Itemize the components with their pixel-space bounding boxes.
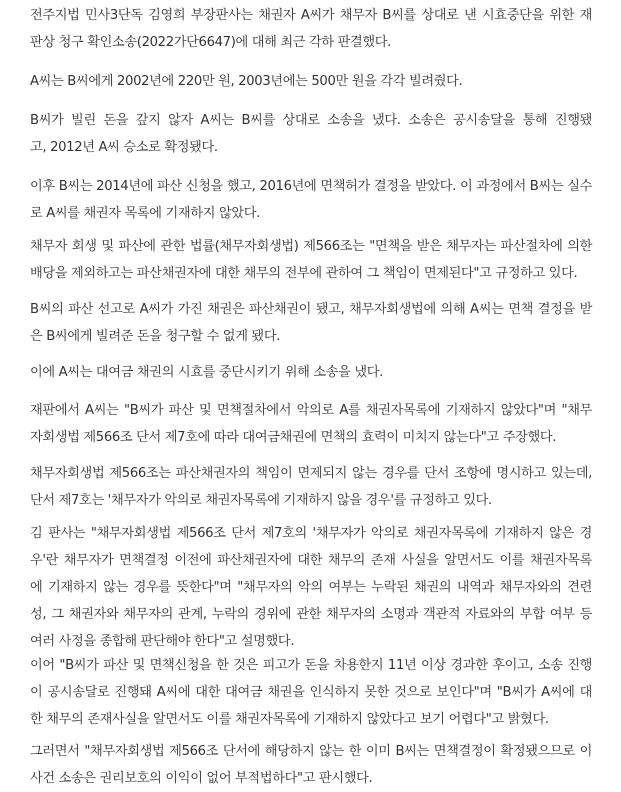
text-line: 은 B씨에게 빌려준 돈을 청구할 수 없게 됐다. bbox=[30, 329, 281, 344]
paragraph-12 bbox=[30, 738, 592, 792]
text-line: 단서 제7호는 '채무자가 악의로 채권자목록에 기재하지 않을 경우'를 규정하고 있다. bbox=[30, 493, 492, 508]
paragraph-3 bbox=[30, 107, 592, 161]
text-line: B씨의 파산 선고로 A씨가 가진 채권은 파산채권이 됐고, 채무자회생법에 의해 A씨는 면책 결정을 받 bbox=[30, 302, 592, 317]
text-line: 판상 청구 확인소송(2022가단6647)에 대해 최근 각하 판결했다. bbox=[30, 35, 391, 50]
text-line: 성, 그 채권자와 채무자의 관계, 누락의 경위에 관한 채무자의 소명과 객관적 자료와의 부합 여부 등 bbox=[30, 607, 592, 622]
text-line: 이후 B씨는 2014년에 파산 신청을 했고, 2016년에 면책허가 결정을 받았다. 이 과정에서 B씨는 실수 bbox=[30, 179, 592, 194]
text-line: 배당을 제외하고는 파산채권자에 대한 채무의 전부에 관하여 그 책임이 면제된다"고 규정하고 있다. bbox=[30, 266, 578, 281]
paragraph-4 bbox=[30, 173, 592, 227]
text-line: B씨가 빌린 돈을 갚지 않자 A씨는 B씨를 상대로 소송을 냈다. 소송은 공시송달을 통해 진행됐 bbox=[30, 113, 592, 128]
paragraph-8 bbox=[30, 397, 592, 451]
text-line: 채무자 회생 및 파산에 관한 법률(채무자회생법) 제566조는 "면책을 받은 채무자는 파산절차에 의한 bbox=[30, 239, 592, 254]
text-line: 채무자회생법 제566조는 파산채권자의 책임이 면제되지 않는 경우를 단서 조항에 명시하고 있는데, bbox=[30, 466, 592, 481]
text-line: 전주지법 민사3단독 김영희 부장판사는 채권자 A씨가 채무자 B씨를 상대로 낸 시효중단을 위한 재 bbox=[30, 8, 592, 23]
text-line: 고, 2012년 A씨 승소로 확정됐다. bbox=[30, 140, 218, 155]
text-line: 이 공시송달로 진행돼 A씨에 대한 대여금 채권을 인식하지 못한 것으로 보인다"며 "B씨가 A씨에 대 bbox=[30, 685, 592, 700]
text-line: 우'란 채무자가 면책결정 이전에 파산채권자에 대한 채무의 존재 사실을 알면서도 이를 채권자목록 bbox=[30, 553, 592, 568]
paragraph-6 bbox=[30, 296, 592, 350]
paragraph-10 bbox=[30, 520, 592, 655]
paragraph-11 bbox=[30, 652, 592, 733]
text-line: 한 채무의 존재사실을 알면서도 이를 채권자목록에 기재하지 않았다고 보기 어렵다"고 밝혔다. bbox=[30, 712, 549, 727]
paragraph-7 bbox=[30, 359, 592, 386]
text-line: 로 A씨를 채권자 목록에 기재하지 않았다. bbox=[30, 206, 260, 221]
text-line: 이어 "B씨가 파산 및 면책신청을 한 것은 피고가 돈을 차용한지 11년 이상 경과한 후이고, 소송 진행 bbox=[30, 658, 592, 673]
text-line: 그러면서 "채무자회생법 제566조 단서에 해당하지 않는 한 이미 B씨는 면책결정이 확정됐으므로 이 bbox=[30, 744, 592, 759]
text-line: 이에 A씨는 대여금 채권의 시효를 중단시키기 위해 소송을 냈다. bbox=[30, 365, 383, 380]
text-line: 에 기재하지 않는 경우를 뜻한다"며 "채무자의 악의 여부는 누락된 채권의 내역과 채무자와의 견련 bbox=[30, 580, 592, 595]
text-line: A씨는 B씨에게 2002년에 220만 원, 2003년에는 500만 원을 각각 빌려줬다. bbox=[30, 74, 463, 89]
text-line: 김 판사는 "채무자회생법 제566조 단서 제7호의 '채무자가 악의로 채권자목록에 기재하지 않은 경 bbox=[30, 526, 592, 541]
text-line: 여러 사정을 종합해 판단해야 한다"고 설명했다. bbox=[30, 634, 295, 649]
paragraph-1 bbox=[30, 2, 592, 56]
text-line: 자회생법 제566조 단서 제7호에 따라 대여금채권에 면책의 효력이 미치지 않는다"고 주장했다. bbox=[30, 430, 557, 445]
text-line: 재판에서 A씨는 "B씨가 파산 및 면책절차에서 악의로 A를 채권자목록에 기재하지 않았다"며 "채무 bbox=[30, 403, 592, 418]
paragraph-9 bbox=[30, 460, 592, 514]
paragraph-2 bbox=[30, 68, 592, 95]
text-line: 사건 소송은 권리보호의 이익이 없어 부적법하다"고 판시했다. bbox=[30, 771, 373, 786]
paragraph-5 bbox=[30, 233, 592, 287]
